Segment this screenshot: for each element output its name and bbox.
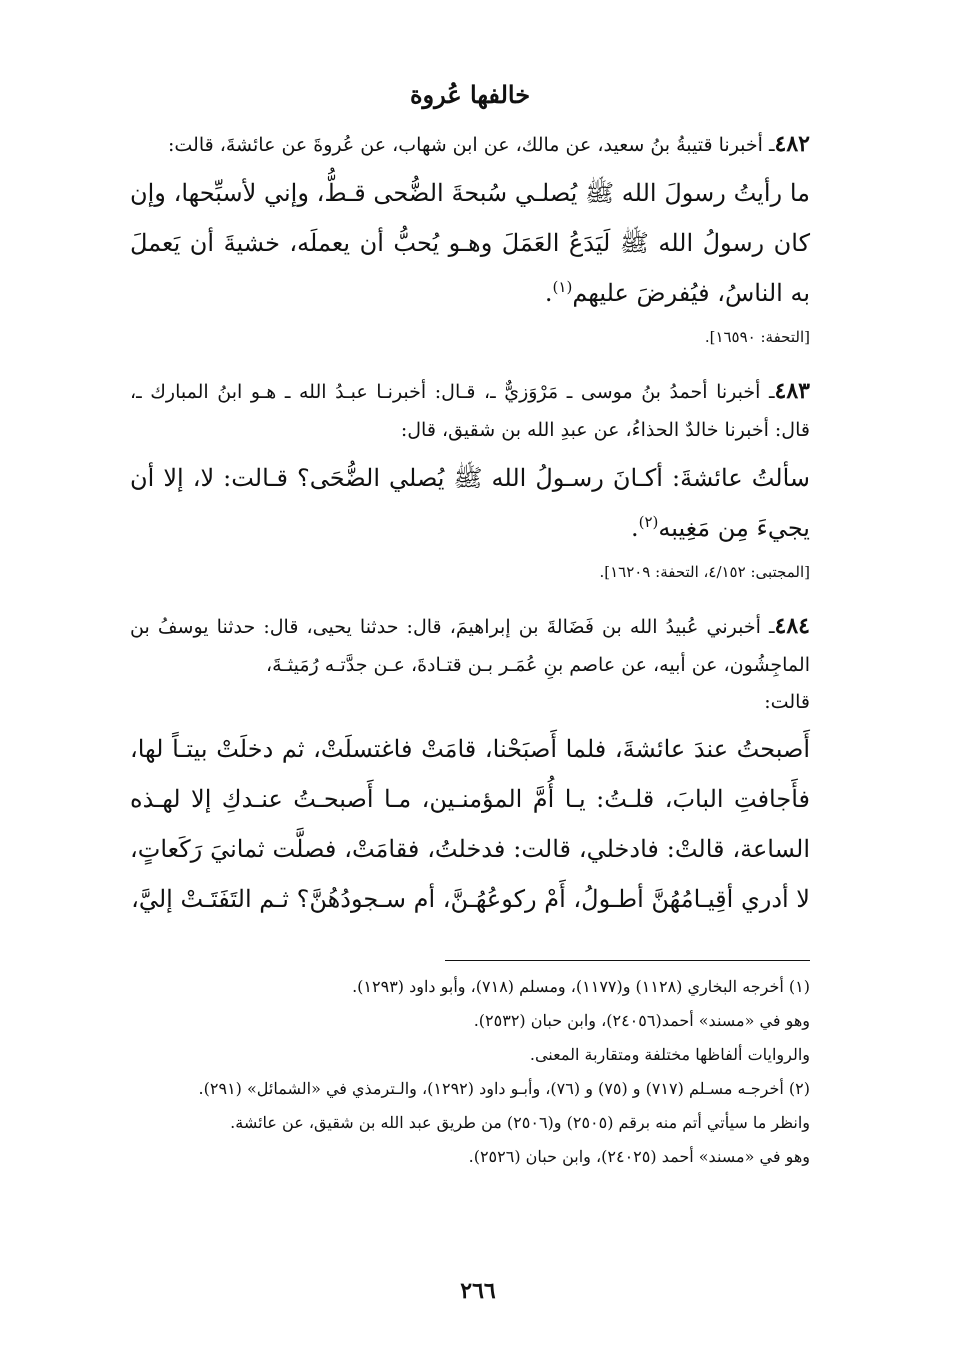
matn-text: سألتُ عائشةَ: أكـانَ رسـولُ الله ﷺ يُصلي الضُّحَى؟ قـالت: لا، إلا أن يجيءَ مِن مَغِيبه bbox=[130, 464, 810, 542]
matn-end: . bbox=[630, 514, 639, 542]
footnote-line: وهو في «مسند» أحمد(٢٤٠٥٦)، وابن حبان (٢٥٣٢). bbox=[473, 1011, 810, 1030]
hadith-matn bbox=[130, 453, 810, 553]
hadith-484 bbox=[130, 607, 810, 924]
footnote-line: وانظر ما سيأتي أتم منه برقم (٢٥٠٥) و(٢٥٠٦) من طريق عبد الله بن شقيق، عن عائشة. bbox=[230, 1113, 810, 1132]
hadith-isnad bbox=[130, 607, 810, 684]
hadith-matn: أَصبحتُ عندَ عائشةَ، فلما أَصبَحْنا، قامَتْ فاغتسلَتْ، ثم دخلَتْ بيتـاً لها، فأَجافتِ البابَ، قلـتُ: يـا أُمَّ المؤمنـين، مـا أَصبحـتُ عنـدكِ إلا لهـذه الساعة، قالتْ: فادخلي، قالت: فدخلتُ، فقامَتْ، فصلَّت ثمانيَ رَكَعاتٍ، لا أدري أقِيـامُهُنَّ أطـولُ، أَمْ ركوعُهُـنَّ، أم سـجودُهُنَّ؟ ثـم التَفَتَـتْ إليَّ، bbox=[130, 735, 810, 913]
footnote-line: (١) أخرجه البخاري (١١٢٨) و(١١٧٧)، ومسلم (٧١٨)، وأبو داود (١٢٩٣). bbox=[352, 977, 810, 996]
isnad-text: ـ أخبرني عُبيدُ الله بن فَضَالةَ بن إبراهيمَ، قال: حدثنا يحيى، قال: حدثنا يوسفُ بن الماجِشُون، عن أبيه، عن عاصم بنِ عُمَـر بـن قتـادةَ، عـن جدَّتـه رُمَيثـةَ، bbox=[130, 616, 810, 676]
footnote-reference[interactable]: (١) bbox=[552, 278, 573, 296]
footnote-line: وهو في «مسند» أحمد (٢٤٠٢٥)، وابن حبان (٢٥٢٦). bbox=[468, 1147, 810, 1166]
footnote-divider bbox=[445, 960, 810, 961]
hadith-number: ٤٨٤ bbox=[774, 613, 810, 639]
qalat-label: قالت: bbox=[764, 691, 810, 713]
page-number: ٢٦٦ bbox=[460, 1278, 496, 1304]
footnote-reference[interactable]: (٢) bbox=[638, 513, 659, 531]
hadith-number: ٤٨٣ bbox=[774, 378, 810, 404]
isnad-text: ـ أخبرنا أحمدُ بنُ موسى ـ مَرْوَزيٌّ ـ، قـال: أخبرنـا عبـدُ الله ـ هـو ابنُ المبارك ـ، قال: أخبرنا خالدٌ الحذاءُ، عن عبدِ الله بن شقيق، قال: bbox=[130, 381, 810, 441]
hadith-isnad bbox=[130, 125, 810, 164]
hadith-matn bbox=[130, 168, 810, 318]
takhrij-reference: [التحفة: ١٦٥٩٠]. bbox=[704, 328, 810, 346]
footnote-line: والروايات ألفاظها مختلفة ومتقاربة المعنى. bbox=[529, 1045, 810, 1064]
footnotes bbox=[130, 972, 810, 1176]
footnote-line: (٢) أخرجـه مسـلم (٧١٧) و (٧٥) و (٧٦)، وأبـو داود (١٢٩٢)، والـترمذي في «الشمائل» (٢٩١). bbox=[198, 1079, 810, 1098]
page-body bbox=[130, 80, 810, 934]
matn-text: ما رأيتُ رسولَ الله ﷺ يُصلـي سُبحةَ الضُّحى قـطُّ، وإني لأسبِّحها، وإن كان رسولُ الله ﷺ لَيَدَعُ العَمَلَ وهـو يُحبُّ أن يعملَه، خشيةَ أن يَعملَ به الناسُ، فيُفرضَ عليهم bbox=[130, 179, 810, 307]
hadith-483 bbox=[130, 372, 810, 585]
chapter-title: خالفها عُروة bbox=[409, 80, 531, 109]
matn-end: . bbox=[544, 279, 553, 307]
hadith-isnad bbox=[130, 372, 810, 449]
takhrij-reference: [المجتبى: ٤/١٥٢، التحفة: ١٦٢٠٩]. bbox=[599, 563, 810, 581]
isnad-text: ـ أخبرنا قتيبةُ بنُ سعيد، عن مالك، عن ابن شهاب، عن عُروةَ عن عائشةَ، قالت: bbox=[167, 134, 775, 156]
hadith-482 bbox=[130, 125, 810, 350]
hadith-number: ٤٨٢ bbox=[774, 131, 810, 157]
